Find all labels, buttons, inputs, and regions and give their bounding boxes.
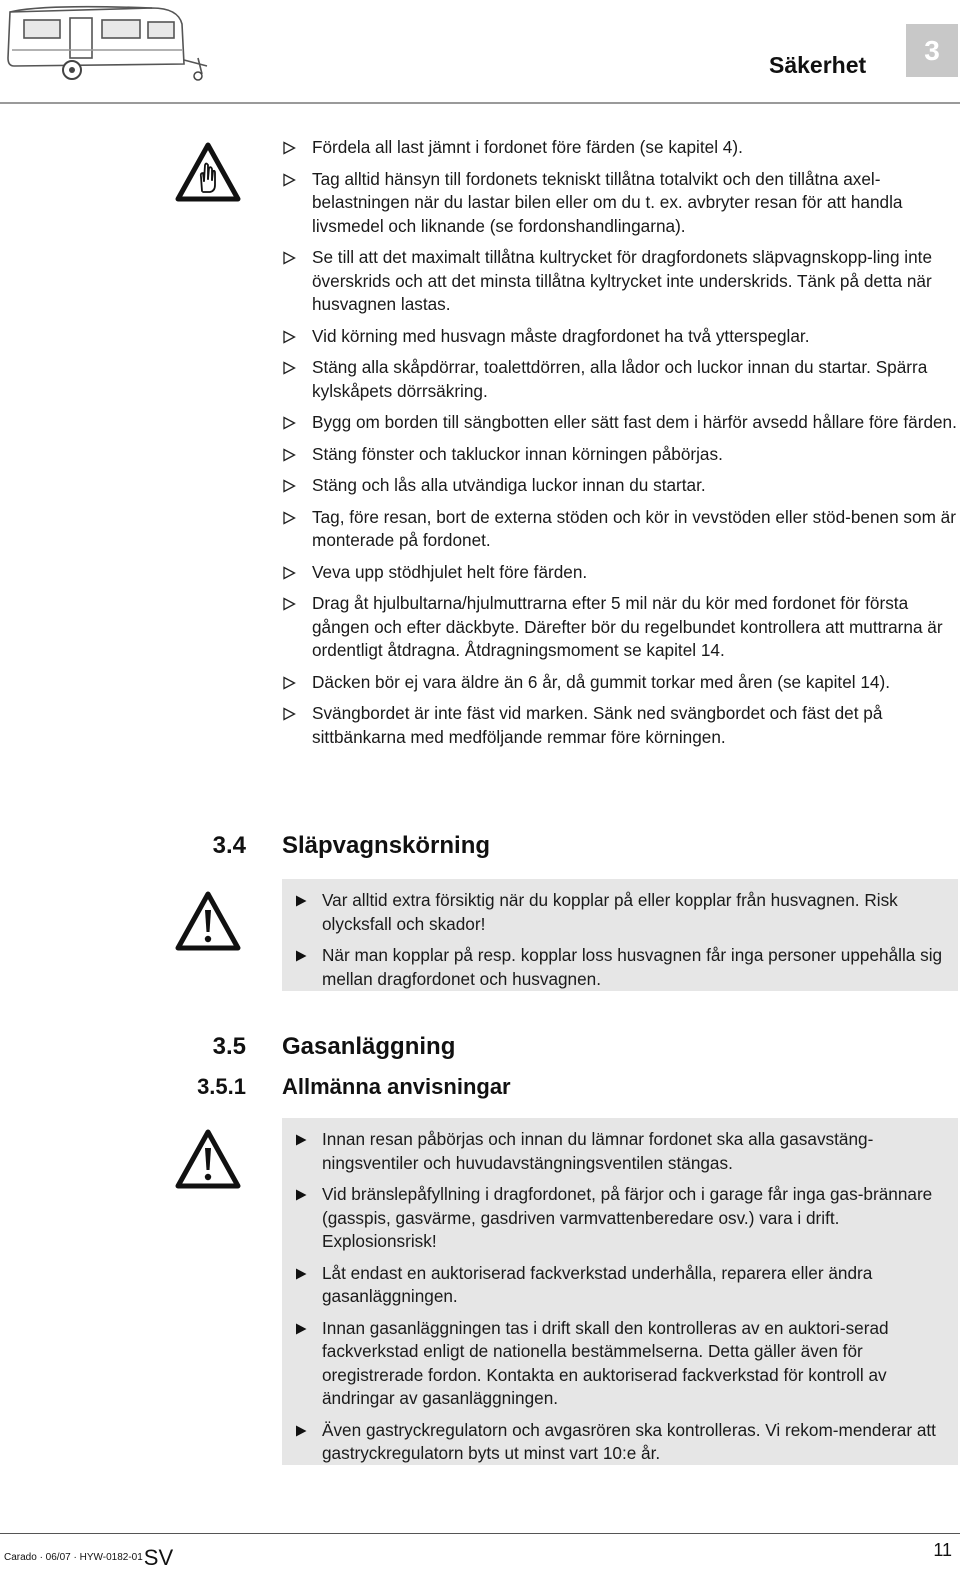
filled-triangle-bullet [294, 949, 308, 963]
list-item: Innan gasanläggningen tas i drift skall den kontrolleras av en auktori-serad fackverkstad enligt de nationella bestämmelserna. Detta gäller även för oregistrerade fordon. Kontakta en auktoriserad fackverkstad för kontroll av ändringar av gasanläggningen. [294, 1317, 948, 1411]
open-triangle-bullet [282, 141, 296, 155]
list-item: Även gastryckregulatorn och avgasrören ska kontrolleras. Vi rekom-menderar att gastryckregulatorn byts ut minst vart 10:e år. [294, 1419, 948, 1466]
list-item: Innan resan påbörjas och innan du lämnar fordonet ska alla gasavstäng-ningsventiler och huvudavstängningsventilen stängas. [294, 1128, 948, 1175]
warning-list [282, 1118, 958, 1480]
section-number: 3.5.1 [197, 1074, 246, 1099]
list-item: Stäng alla skåpdörrar, toalettdörren, alla lådor och luckor innan du startar. Spärra kylskåpets dörrsäkring. [282, 356, 958, 403]
exclamation-warning-icon [174, 1128, 242, 1190]
intro-safety-list [282, 136, 958, 757]
filled-triangle-bullet [294, 1133, 308, 1147]
filled-triangle-bullet [294, 1424, 308, 1438]
footer-divider [0, 1533, 960, 1534]
section-number: 3.4 [212, 832, 246, 859]
chapter-number-badge: 3 [906, 24, 958, 77]
open-triangle-bullet [282, 676, 296, 690]
open-triangle-bullet [282, 173, 296, 187]
exclamation-warning-icon [174, 890, 242, 952]
filled-triangle-bullet [294, 1322, 308, 1336]
header-divider [0, 102, 960, 104]
filled-triangle-bullet [294, 1188, 308, 1202]
filled-triangle-bullet [294, 894, 308, 908]
chapter-title: Säkerhet [769, 52, 867, 78]
list-item: Drag åt hjulbultarna/hjulmuttrarna efter 5 mil när du kör med fordonet för första gången och efter däckbyte. Därefter bör du regelbundet kontrollera att muttrarna är ordentligt åtdragna. Åtdragningsmoment se kapitel 14. [282, 592, 958, 663]
open-triangle-bullet [282, 361, 296, 375]
list-item: Se till att det maximalt tillåtna kultrycket för dragfordonets släpvagnskopp-ling inte överskrids och att det minsta tillåtna kyltrycket inte underskrids. Tänk på detta när husvagnen lastas. [282, 246, 958, 317]
list-item: Däcken bör ej vara äldre än 6 år, då gummit torkar med åren (se kapitel 14). [282, 671, 958, 695]
footer-language: SV [143, 1545, 174, 1570]
section-heading-3-5-1 [197, 1074, 511, 1100]
caravan-illustration [2, 2, 212, 87]
open-triangle-bullet [282, 707, 296, 721]
section-title: Gasanläggning [282, 1033, 456, 1060]
warning-box-3-5-1 [282, 1118, 958, 1465]
list-item: Fördela all last jämnt i fordonet före färden (se kapitel 4). [282, 136, 958, 160]
section-heading-3-4 [212, 832, 491, 860]
section-title: Allmänna anvisningar [282, 1074, 511, 1099]
list-item: Vid körning med husvagn måste dragfordonet ha två ytterspeglar. [282, 325, 958, 349]
open-triangle-bullet [282, 479, 296, 493]
list-item: Låt endast en auktoriserad fackverkstad underhålla, reparera eller ändra gasanläggningen. [294, 1262, 948, 1309]
warning-list [282, 879, 958, 1005]
open-triangle-bullet [282, 448, 296, 462]
open-triangle-bullet [282, 330, 296, 344]
open-triangle-bullet [282, 251, 296, 265]
list-item: När man kopplar på resp. kopplar loss husvagnen får inga personer uppehålla sig mellan dragfordonet och husvagnen. [294, 944, 948, 991]
open-triangle-bullet [282, 416, 296, 430]
list-item: Svängbordet är inte fäst vid marken. Sänk ned svängbordet och fäst det på sittbänkarna med medföljande remmar före körningen. [282, 702, 958, 749]
warning-box-3-4 [282, 879, 958, 991]
section-number: 3.5 [212, 1033, 246, 1060]
open-triangle-bullet [282, 511, 296, 525]
section-title: Släpvagnskörning [282, 832, 491, 859]
list-item: Tag alltid hänsyn till fordonets tekniskt tillåtna totalvikt och den tillåtna axel-belastningen när du lastar bilen eller om du t. ex. avbryter resan för att handla livsmedel och liknande (se fordonshandlingarna). [282, 168, 958, 239]
hand-warning-icon [174, 141, 242, 203]
list-item: Var alltid extra försiktig när du kopplar på eller kopplar från husvagnen. Risk olycksfall och skador! [294, 889, 948, 936]
list-item: Tag, före resan, bort de externa stöden och kör in vevstöden eller stöd-benen som är monterade på fordonet. [282, 506, 958, 553]
filled-triangle-bullet [294, 1267, 308, 1281]
list-item: Vid bränslepåfyllning i dragfordonet, på färjor och i garage får inga gas-brännare (gasspis, gasvärme, gasdriven varmvattenberedare osv.) vara i drift. Explosionsrisk! [294, 1183, 948, 1254]
open-triangle-bullet [282, 566, 296, 580]
footer-doc-code: Carado · 06/07 · HYW-0182-01SV [4, 1545, 174, 1570]
open-triangle-bullet [282, 597, 296, 611]
list-item: Stäng fönster och takluckor innan körningen påbörjas. [282, 443, 958, 467]
list-item: Stäng och lås alla utvändiga luckor innan du startar. [282, 474, 958, 498]
page-number: 11 [933, 1540, 952, 1560]
list-item: Bygg om borden till sängbotten eller sätt fast dem i härför avsedd hållare före färden. [282, 411, 958, 435]
list-item: Veva upp stödhjulet helt före färden. [282, 561, 958, 585]
section-heading-3-5 [212, 1033, 456, 1061]
